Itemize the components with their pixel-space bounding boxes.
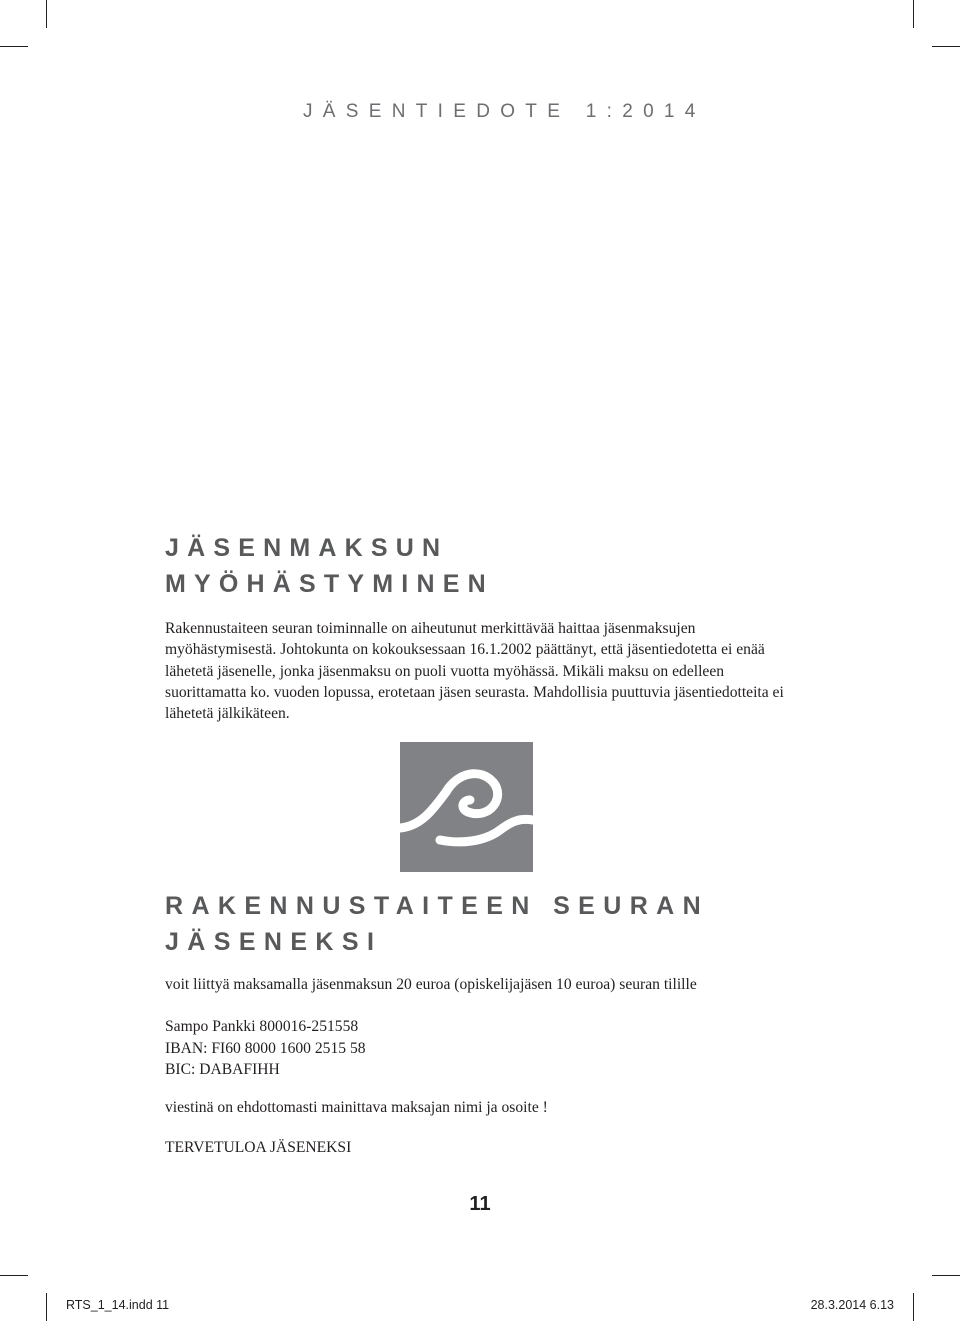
bic: BIC: DABAFIHH <box>165 1061 280 1078</box>
heading-line: MYÖHÄSTYMINEN <box>165 570 494 598</box>
heading-line: JÄSENEKSI <box>165 928 383 956</box>
bank-details <box>165 1016 366 1081</box>
page-number: 11 <box>469 1193 491 1215</box>
heading-line: RAKENNUSTAITEEN SEURAN <box>165 892 710 920</box>
bank-account: Sampo Pankki 800016-251558 <box>165 1018 359 1035</box>
crop-mark <box>0 46 28 47</box>
join-text: voit liittyä maksamalla jäsenmaksun 20 euroa (opiskelijajäsen 10 euroa) seuran tilille <box>165 976 697 993</box>
seura-logo-icon <box>400 742 533 872</box>
crop-mark <box>0 1275 28 1276</box>
iban: IBAN: FI60 8000 1600 2515 58 <box>165 1039 366 1057</box>
heading-line: JÄSENMAKSUN <box>165 534 449 562</box>
running-header: JÄSENTIEDOTE 1:2014 <box>303 101 706 122</box>
late-fee-paragraph: Rakennustaiteen seuran toiminnalle on aiheutunut merkittävää haittaa jäsenmaksujen myöhästymisestä. Johtokunta on kokouksessaan 16.1.2002 päättänyt, että jäsentiedotetta ei enää lähetetä jäsenelle, jonka jäsenmaksu on puoli vuotta myöhässä. Mikäli maksu on edelleen suorittamatta ko. vuoden lopussa, erotetaan jäsen seurasta. Mahdollisia puuttuvia jäsentiedotteita ei lähetetä jälkikäteen. <box>165 620 784 723</box>
crop-mark <box>46 1293 47 1321</box>
slug-filename: RTS_1_14.indd 11 <box>66 1298 170 1312</box>
section-heading-late-fee <box>165 530 494 602</box>
crop-mark <box>46 0 47 28</box>
section-heading-membership <box>165 888 709 960</box>
crop-mark <box>932 1275 960 1276</box>
crop-mark <box>913 1293 914 1321</box>
slug-timestamp: 28.3.2014 6.13 <box>810 1298 894 1312</box>
welcome-text: TERVETULOA JÄSENEKSI <box>165 1139 352 1156</box>
crop-mark <box>932 46 960 47</box>
crop-mark <box>913 0 914 28</box>
payment-note: viestinä on ehdottomasti mainittava maksajan nimi ja osoite ! <box>165 1099 548 1116</box>
